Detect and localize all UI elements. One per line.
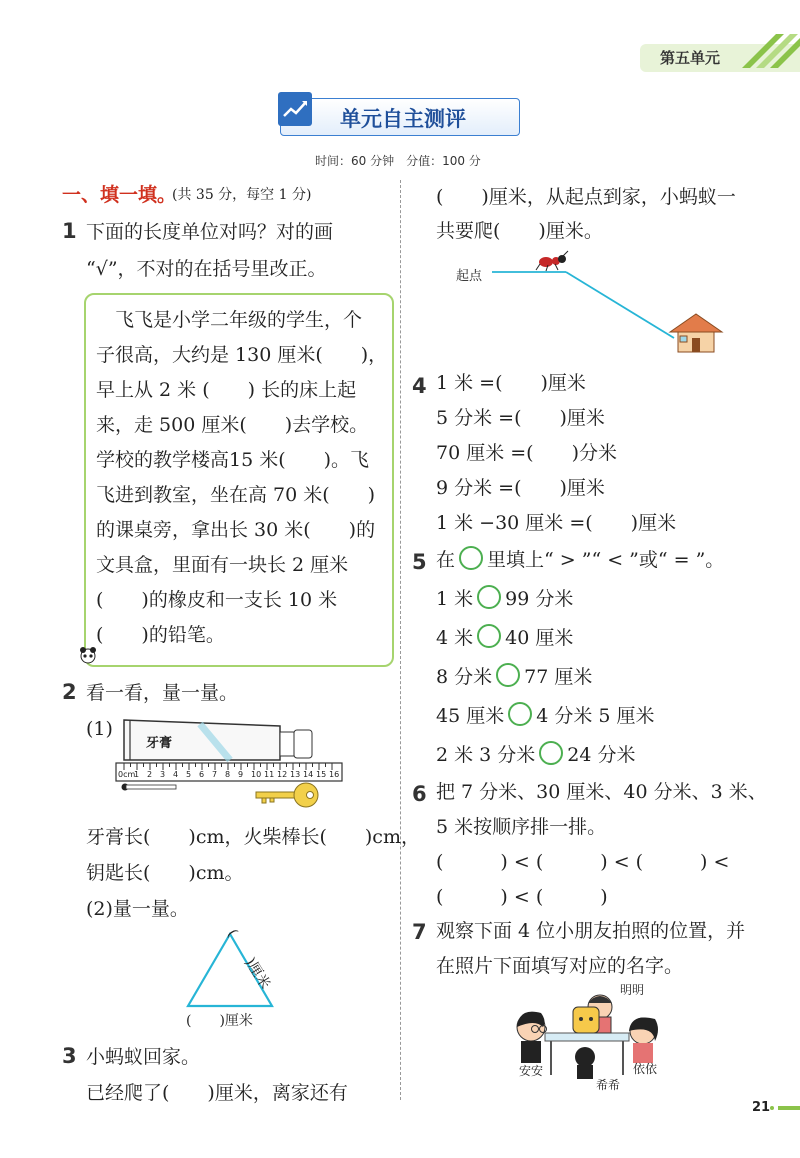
ruler-tick-label: 3 — [160, 770, 166, 779]
ruler-tick-label: 7 — [212, 770, 218, 779]
name-label-top: 明明 — [620, 983, 645, 997]
compare-circle[interactable] — [508, 702, 532, 726]
ruler-tick-label: 13 — [290, 770, 301, 779]
q3-line: ( )厘米，从起点到家，小蚂蚁一 — [436, 186, 736, 208]
compare-circle[interactable] — [477, 624, 501, 648]
page-number-dot — [770, 1106, 774, 1110]
chart-icon — [278, 92, 312, 126]
ruler-tick-label: 10 — [251, 770, 262, 779]
compare-circle[interactable] — [459, 546, 483, 570]
q5-left: 4 米 — [436, 627, 474, 649]
q7-line: 在照片下面填写对应的名字。 — [436, 955, 684, 977]
q5-left: 8 分米 — [436, 666, 493, 688]
q5-left: 1 米 — [436, 588, 474, 610]
q2-fill-line: 钥匙长( )cm。 — [86, 862, 244, 884]
matchstick-image — [120, 782, 180, 792]
ruler-tick-label: 14 — [303, 770, 314, 779]
story-line: ( )的铅笔。 — [96, 624, 225, 646]
toothpaste-label: 牙膏 — [146, 736, 173, 751]
q5-left: 45 厘米 — [436, 705, 505, 727]
compare-circle[interactable] — [496, 663, 520, 687]
ruler-tick-label: 6 — [199, 770, 205, 779]
column-divider — [400, 180, 401, 1100]
q1-line: 下面的长度单位对吗？对的画 — [86, 221, 334, 243]
q5-item — [436, 738, 636, 772]
q5-right: 4 分米 5 厘米 — [536, 705, 655, 727]
q4-line: 1 米 −30 厘米 =( )厘米 — [436, 512, 677, 534]
q5-item — [436, 660, 592, 694]
ruler-tick-label: 1 — [134, 770, 140, 779]
page-title: 单元自主测评 — [340, 107, 466, 131]
ruler-tick-label: 2 — [147, 770, 153, 779]
ruler-tick-label: 11 — [264, 770, 275, 779]
q3-line: 共要爬( )厘米。 — [436, 220, 603, 242]
key-image — [254, 782, 324, 810]
ant-path-figure — [490, 250, 730, 360]
ruler-tick-label: 15 — [316, 770, 327, 779]
question-number: 2 — [62, 680, 77, 704]
q6-line: ( ) < ( ) — [436, 886, 608, 908]
name-label-left: 安安 — [519, 1064, 544, 1078]
triangle-bottom-answer: ( )厘米 — [186, 1013, 253, 1029]
q5-item — [436, 582, 573, 616]
ruler-tick-label: 9 — [238, 770, 244, 779]
kid-right — [629, 1018, 658, 1064]
story-line: 飞进到教室，坐在高 70 米( ) — [96, 484, 376, 506]
q4-line: 70 厘米 =( )分米 — [436, 442, 618, 464]
q5-right: 40 厘米 — [505, 627, 574, 649]
q2-part1-label: (1) — [86, 718, 113, 740]
q4-line: 1 米 =( )厘米 — [436, 372, 586, 394]
q4-line: 9 分米 =( )厘米 — [436, 477, 605, 499]
q5-item — [436, 621, 573, 655]
story-line: 子很高，大约是 130 厘米( )， — [96, 344, 388, 366]
q5-intro-b: 里填上“ > ”“ < ”或“ = ”。 — [487, 549, 725, 571]
q2-title: 看一看，量一量。 — [86, 682, 239, 704]
exam-meta: 时间：60 分钟 分值：100 分 — [315, 154, 481, 168]
q5-intro — [436, 543, 724, 577]
q2-part2-label: (2)量一量。 — [86, 898, 189, 920]
page-number: 21 — [752, 1100, 771, 1115]
ruler-tick-label: 8 — [225, 770, 231, 779]
q5-right: 24 分米 — [567, 744, 636, 766]
q7-line: 观察下面 4 位小朋友拍照的位置，并 — [436, 920, 746, 942]
ruler-tick-label: 5 — [186, 770, 192, 779]
q3-line: 已经爬了( )厘米，离家还有 — [86, 1082, 348, 1104]
question-number: 7 — [412, 920, 427, 944]
section-title: 一、填一填。 — [62, 184, 177, 206]
story-line: 文具盒，里面有一块长 2 厘米 — [96, 554, 349, 576]
q1-line: “√”，不对的在括号里改正。 — [86, 258, 327, 280]
name-label-bottom: 希希 — [596, 1078, 621, 1092]
question-number: 6 — [412, 782, 427, 806]
story-line: 来，走 500 厘米( )去学校。 — [96, 414, 369, 436]
q5-left: 2 米 3 分米 — [436, 744, 536, 766]
story-line: ( )的橡皮和一支长 10 米 — [96, 589, 338, 611]
ruler-tick-label: 16 — [329, 770, 340, 779]
question-number: 3 — [62, 1044, 77, 1068]
compare-circle[interactable] — [539, 741, 563, 765]
q6-line: ( ) < ( ) < ( ) < — [436, 851, 730, 873]
ruler-tick-label: 0cm — [118, 770, 136, 779]
question-number: 1 — [62, 219, 77, 243]
q5-right: 77 厘米 — [524, 666, 593, 688]
panda-icon — [78, 646, 98, 664]
stripe-decoration-icon — [736, 34, 800, 68]
q5-intro-a: 在 — [436, 549, 456, 571]
kid-left — [517, 1012, 547, 1063]
question-number: 4 — [412, 374, 427, 398]
ant-icon — [536, 251, 568, 271]
house-icon — [670, 314, 722, 352]
kid-bottom — [573, 1007, 599, 1079]
q3-title: 小蚂蚁回家。 — [86, 1046, 201, 1068]
ruler-tick-label: 4 — [173, 770, 179, 779]
question-number: 5 — [412, 550, 427, 574]
ruler-tick-label: 12 — [277, 770, 288, 779]
q5-right: 99 分米 — [505, 588, 574, 610]
ruler-labels — [114, 770, 344, 782]
q4-line: 5 分米 =( )厘米 — [436, 407, 605, 429]
triangle-unit: 厘米 — [244, 959, 273, 992]
section-note: (共 35 分，每空 1 分) — [172, 187, 312, 203]
story-line: 的课桌旁，拿出长 30 米( )的 — [96, 519, 376, 541]
story-line: 学校的教学楼高15 米( )。飞 — [96, 449, 370, 471]
q5-item — [436, 699, 655, 733]
start-label: 起点 — [456, 269, 483, 284]
unit-label: 第五单元 — [660, 49, 721, 67]
story-line: 飞飞是小学二年级的学生，个 — [96, 309, 363, 331]
q6-line: 把 7 分米、30 厘米、40 分米、3 米、 — [436, 781, 767, 803]
compare-circle[interactable] — [477, 585, 501, 609]
q6-line: 5 米按顺序排一排。 — [436, 816, 607, 838]
triangle-paren: ( ) — [223, 926, 259, 969]
story-line: 早上从 2 米 ( ) 长的床上起 — [96, 379, 357, 401]
q2-fill-line: 牙膏长( )cm，火柴棒长( )cm， — [86, 826, 420, 848]
name-label-right: 依依 — [633, 1062, 658, 1076]
page-number-bar — [778, 1106, 800, 1110]
